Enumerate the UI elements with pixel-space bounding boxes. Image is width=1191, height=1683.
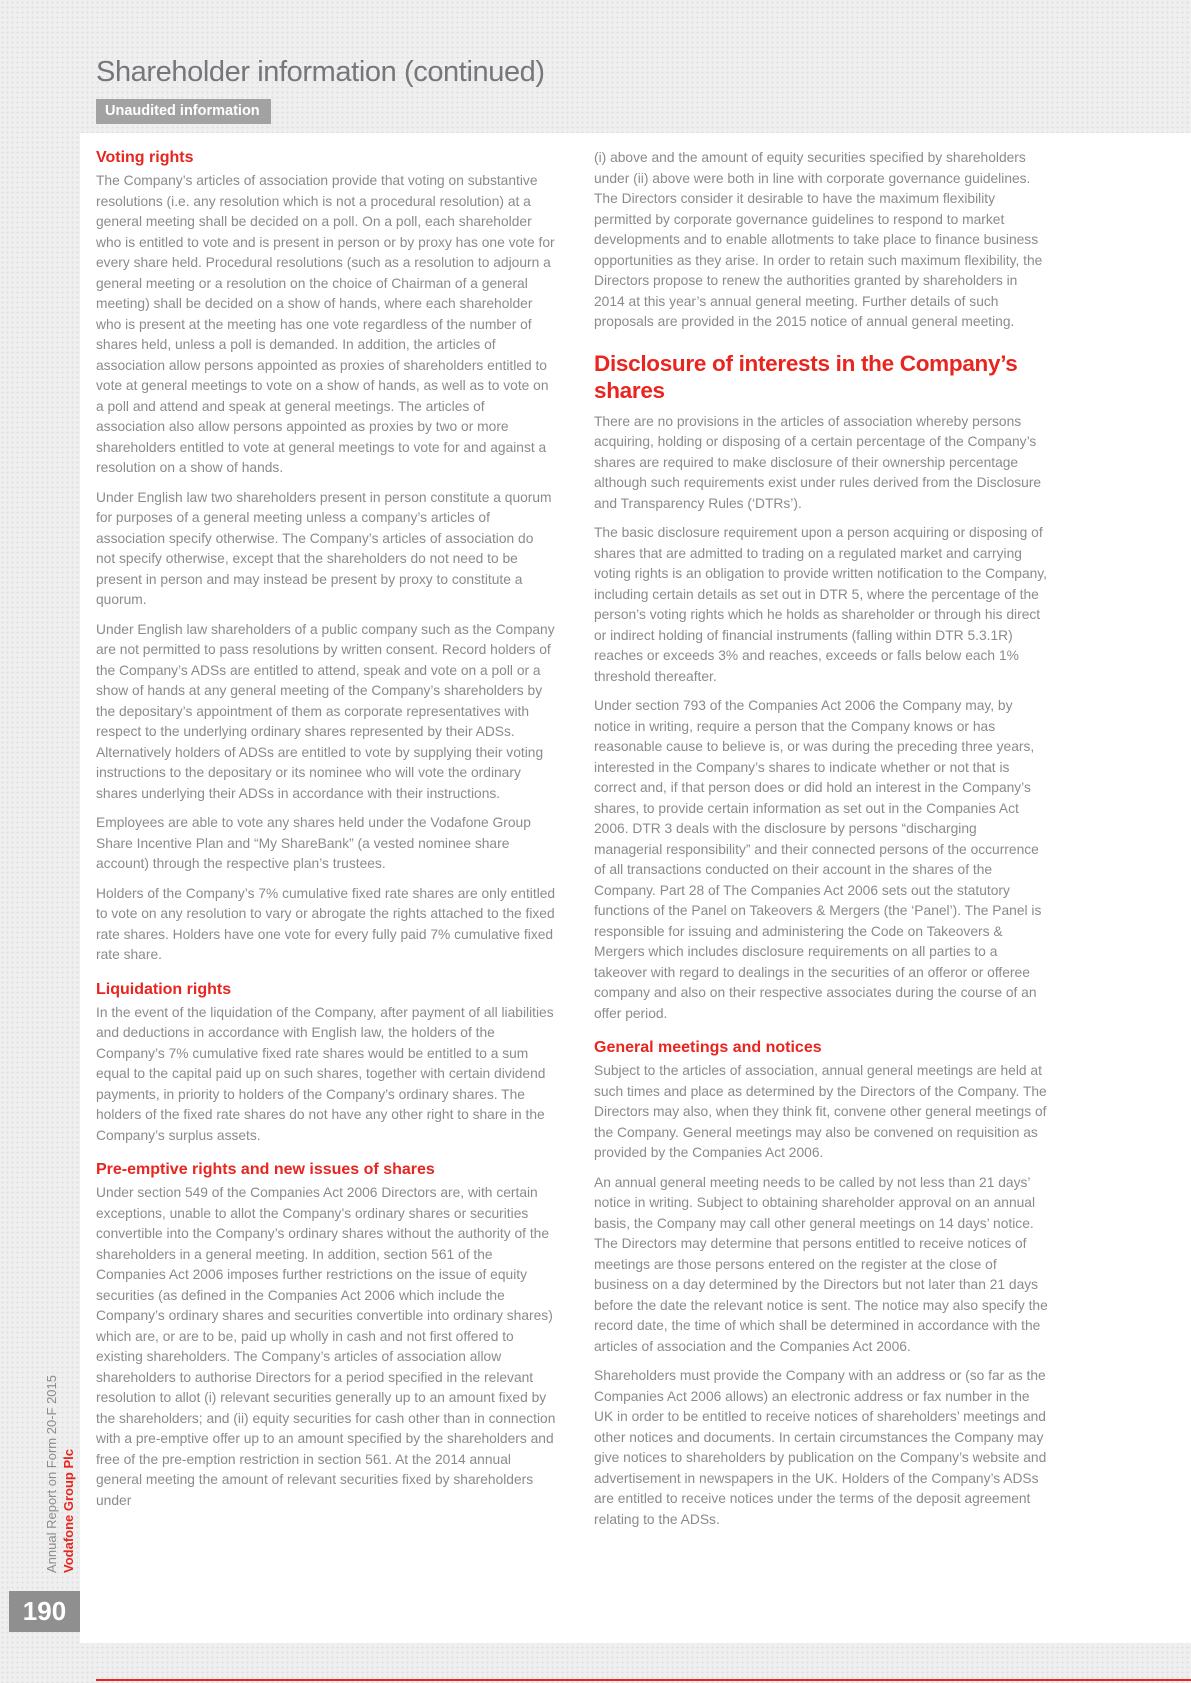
section-voting-rights xyxy=(96,148,556,966)
continuation-paragraph: (i) above and the amount of equity securities specified by shareholders under (ii) above were both in line with corporate governance guidelines. The Directors consider it desirable to have the maximum flexibility permitted by corporate governance guidelines to respond to market developments and to enable allotments to take place to finance business opportunities as they arise. In order to retain such maximum flexibility, the Directors propose to renew the authorities granted by shareholders in 2014 at this year’s annual general meeting. Further details of such proposals are provided in the 2015 notice of annual general meeting. xyxy=(594,150,1043,329)
spine-report-title: Annual Report on Form 20-F 2015 xyxy=(44,1375,59,1573)
paragraph: Under English law shareholders of a public company such as the Company are not permitted to pass resolutions by written consent. Record holders of the Company’s ADSs are entitled to attend, speak and vote on a poll or a show of hands at any general meeting of the Company’s shareholders by the depositary’s appointment of them as corporate representatives with respect to the underlying ordinary shares represented by their ADSs. Alternatively holders of ADSs are entitled to vote by supplying their voting instructions to the depositary or its nominee who will vote the ordinary shares underlying their ADSs in accordance with their instructions. xyxy=(96,621,555,801)
paragraph: Under English law two shareholders present in person constitute a quorum for purposes of a general meeting unless a company’s articles of association specify otherwise. The Company’s articles of association do not specify otherwise, except that the shareholders do not need to be present in person and may instead be present by proxy to constitute a quorum. xyxy=(96,489,552,607)
paragraph: There are no provisions in the articles of association whereby persons acquiring, holding or disposing of a certain percentage of the Company’s shares are required to make disclosure of their ownership percentage although such requirements exist under rules derived from the Disclosure and Transparency Rules (‘DTRs’). xyxy=(594,413,1042,511)
paragraph: The Company’s articles of association provide that voting on substantive resolutions (i.e. any resolution which is not a procedural resolution) at a general meeting shall be decided on a poll. On a poll, each shareholder who is entitled to vote and is present in person or by proxy has one vote for every share held. Procedural resolutions (such as a resolution to adjourn a general meeting or a resolution on the choice of Chairman of a general meeting) shall be decided on a show of hands, where each shareholder who is present at the meeting has one vote regardless of the number of shares held, unless a poll is demanded. In addition, the articles of association allow persons appointed as proxies of shareholders entitled to vote at general meetings to vote on a show of hands, as well as to vote on a poll and attend and speak at general meetings. The articles of association also allow persons appointed as proxies by two or more shareholders entitled to vote at general meetings to vote for and against a resolution on a show of hands. xyxy=(96,173,555,475)
section-heading-large: Disclosure of interests in the Company’s shares xyxy=(594,350,1018,403)
paragraph: Shareholders must provide the Company with an address or (so far as the Companies Act 2006 allows) an electronic address or fax number in the UK in order to be entitled to receive notices of shareholders’ meetings and other notices and documents. In certain circumstances the Company may give notices to shareholders by publication on the Company’s website and advertisement in newspapers in the UK. Holders of the Company’s ADSs are entitled to receive notices under the terms of the deposit agreement relating to the ADSs. xyxy=(594,1368,1047,1527)
section-general-meetings xyxy=(594,1038,1048,1530)
spine-brand-name: Vodafone Group Plc xyxy=(61,1449,76,1573)
section-heading: General meetings and notices xyxy=(594,1039,822,1056)
paragraph: An annual general meeting needs to be called by not less than 21 days’ notice in writing. Subject to obtaining shareholder approval on an annual basis, the Company may call other general meetings on 14 days’ notice. The Directors may determine that persons entitled to receive notices of meetings are those persons entered on the register at the close of business on a day determined by the Directors but not later than 21 days before the date the relevant notice is sent. The notice may also specify the record date, the time of which shall be determined in accordance with the articles of association and the Companies Act 2006. xyxy=(594,1174,1048,1354)
section-heading: Liquidation rights xyxy=(96,980,232,998)
paragraph: Under section 549 of the Companies Act 2006 Directors are, with certain exceptions, unable to allot the Company’s ordinary shares or securities convertible into the Company’s ordinary shares without the authority of the shareholders in a general meeting. In addition, section 561 of the Companies Act 2006 imposes further restrictions on the issue of equity securities (as defined in the Companies Act 2006 which include the Company’s ordinary shares and securities convertible into ordinary shares) which are, or are to be, paid up wholly in cash and not first offered to existing shareholders. The Company’s articles of association allow shareholders to authorise Directors for a period specified in the relevant resolution to allot (i) relevant securities generally up to an amount fixed by the shareholders; and (ii) equity securities for cash other than in connection with a pre-emptive offer up to an amount specified by the shareholders and free of the pre-emption restriction in section 561. At the 2014 annual general meeting the amount of relevant securities fixed by shareholders under xyxy=(96,1185,556,1508)
paragraph: Employees are able to vote any shares held under the Vodafone Group Share Incentive Plan and “My ShareBank” (a vested nominee share account) through the respective plan’s trustees. xyxy=(96,815,531,871)
page-header xyxy=(96,0,1096,124)
paragraph: In the event of the liquidation of the Company, after payment of all liabilities and deductions in accordance with English law, the holders of the Company’s 7% cumulative fixed rate shares would be entitled to a sum equal to the capital paid up on such shares, together with certain dividend payments, in priority to holders of the Company’s ordinary shares. The holders of the fixed rate shares do not have any other right to share in the Company’s surplus assets. xyxy=(96,1004,554,1143)
page-title: Shareholder information (continued) xyxy=(96,56,545,88)
paragraph: Under section 793 of the Companies Act 2006 the Company may, by notice in writing, require a person that the Company knows or has reasonable cause to believe is, or was during the preceding three years, interested in the Company’s shares to indicate whether or not that is correct and, if that person does or did hold an interest in the Company’s shares, to provide certain information as set out in the Companies Act 2006. DTR 3 deals with the disclosure by persons “discharging managerial responsibility” and their connected persons of the occurrence of all transactions conducted on their account in the shares of the Company. Part 28 of The Companies Act 2006 sets out the statutory functions of the Panel on Takeovers & Mergers (the ‘Panel’). The Panel is responsible for issuing and administering the Code on Takeovers & Mergers which includes disclosure requirements on all parties to a takeover with regard to dealings in the securities of an offeror or offeree company and also on their respective associates during the course of an offer period. xyxy=(594,698,1042,1021)
left-column xyxy=(96,148,556,1520)
section-heading: Pre-emptive rights and new issues of shares xyxy=(96,1161,435,1178)
right-column xyxy=(594,148,1048,1539)
page-number-badge: 190 xyxy=(9,1591,80,1632)
unaudited-information-badge: Unaudited information xyxy=(96,99,271,124)
paragraph: Holders of the Company’s 7% cumulative fixed rate shares are only entitled to vote on any resolution to vary or abrogate the rights attached to the fixed rate shares. Holders have one vote for every fully paid 7% cumulative fixed rate share. xyxy=(96,885,556,962)
paragraph: The basic disclosure requirement upon a person acquiring or disposing of shares that are admitted to trading on a regulated market and carrying voting rights is an obligation to provide written notification to the Company, including certain details as set out in DTR 5, where the percentage of the person’s voting rights which he holds as shareholder or through his direct or indirect holding of financial instruments (falling within DTR 5.3.1R) reaches or exceeds 3% and reaches, exceeds or falls below each 1% threshold thereafter. xyxy=(594,525,1047,684)
section-pre-emptive-rights xyxy=(96,1160,556,1511)
section-disclosure-of-interests xyxy=(594,350,1048,1025)
bottom-red-rule xyxy=(96,1679,1191,1681)
paragraph: Subject to the articles of association, annual general meetings are held at such times and place as determined by the Directors of the Company. The Directors may also, when they think fit, convene other general meetings of the Company. General meetings may also be convened on requisition as provided by the Companies Act 2006. xyxy=(594,1063,1047,1160)
section-heading: Voting rights xyxy=(96,149,194,166)
section-liquidation-rights xyxy=(96,980,556,1147)
